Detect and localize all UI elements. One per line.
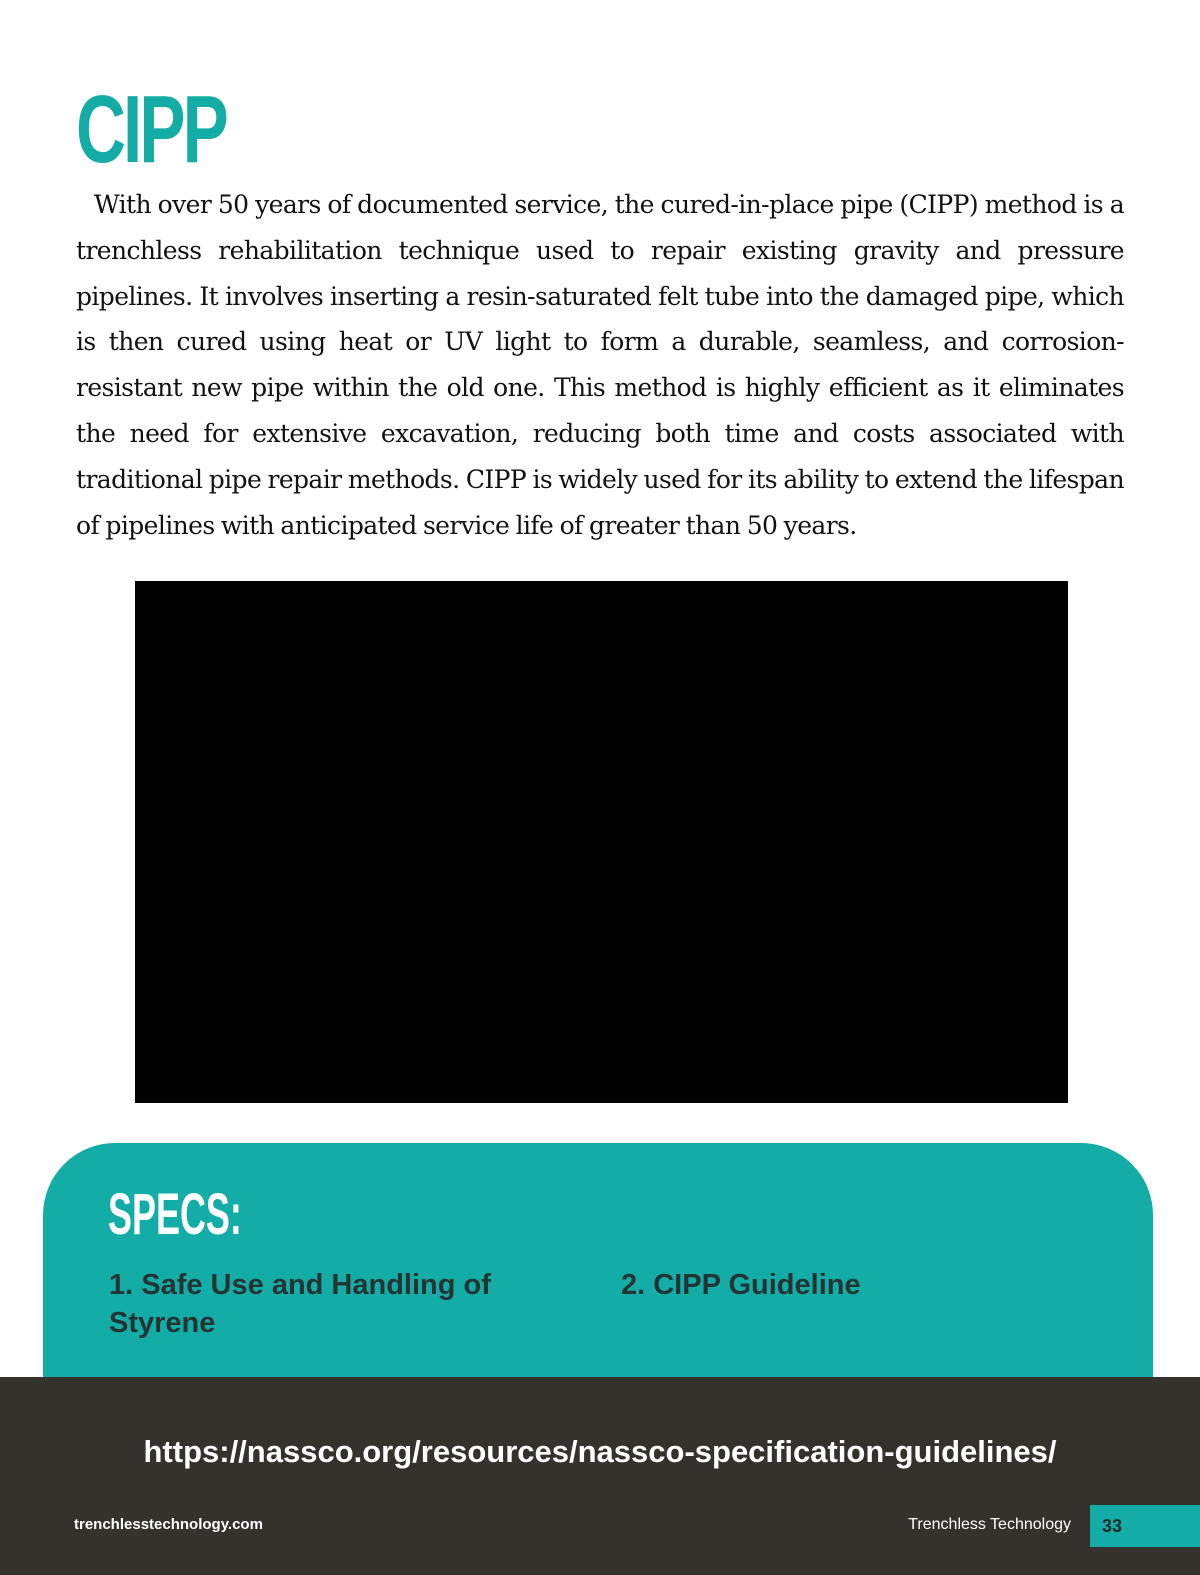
page-number: 33 bbox=[1090, 1505, 1200, 1547]
site-name: trenchlesstechnology.com bbox=[74, 1516, 263, 1533]
publication-name: Trenchless Technology bbox=[908, 1516, 1071, 1533]
specification-guidelines-link[interactable]: https://nassco.org/resources/nassco-specification-guidelines/ bbox=[143, 1434, 1057, 1469]
spec-item-cipp-guideline: 2. CIPP Guideline bbox=[621, 1269, 861, 1301]
page-title: CIPP bbox=[76, 76, 226, 183]
article-image bbox=[135, 581, 1068, 1103]
spec-item-styrene: 1. Safe Use and Handling of Styrene bbox=[109, 1269, 491, 1339]
footer-band bbox=[0, 1377, 1200, 1575]
article-body: With over 50 years of documented service, the cured-in-place pipe (CIPP) method is a trenchless rehabilitation technique used to repair existing gravity and pressure pipelines. It involves inserting a resin-saturated felt tube into the damaged pipe, which is then cured using heat or UV light to form a durable, seamless, and corrosion-resistant new pipe within the old one. This method is highly efficient as it eliminates the need for extensive excavation, reducing both time and costs associated with traditional pipe repair methods. CIPP is widely used for its ability to extend the lifespan of pipelines with anticipated service life of greater than 50 years. bbox=[76, 190, 1124, 540]
specs-heading: SPECS: bbox=[108, 1182, 242, 1247]
